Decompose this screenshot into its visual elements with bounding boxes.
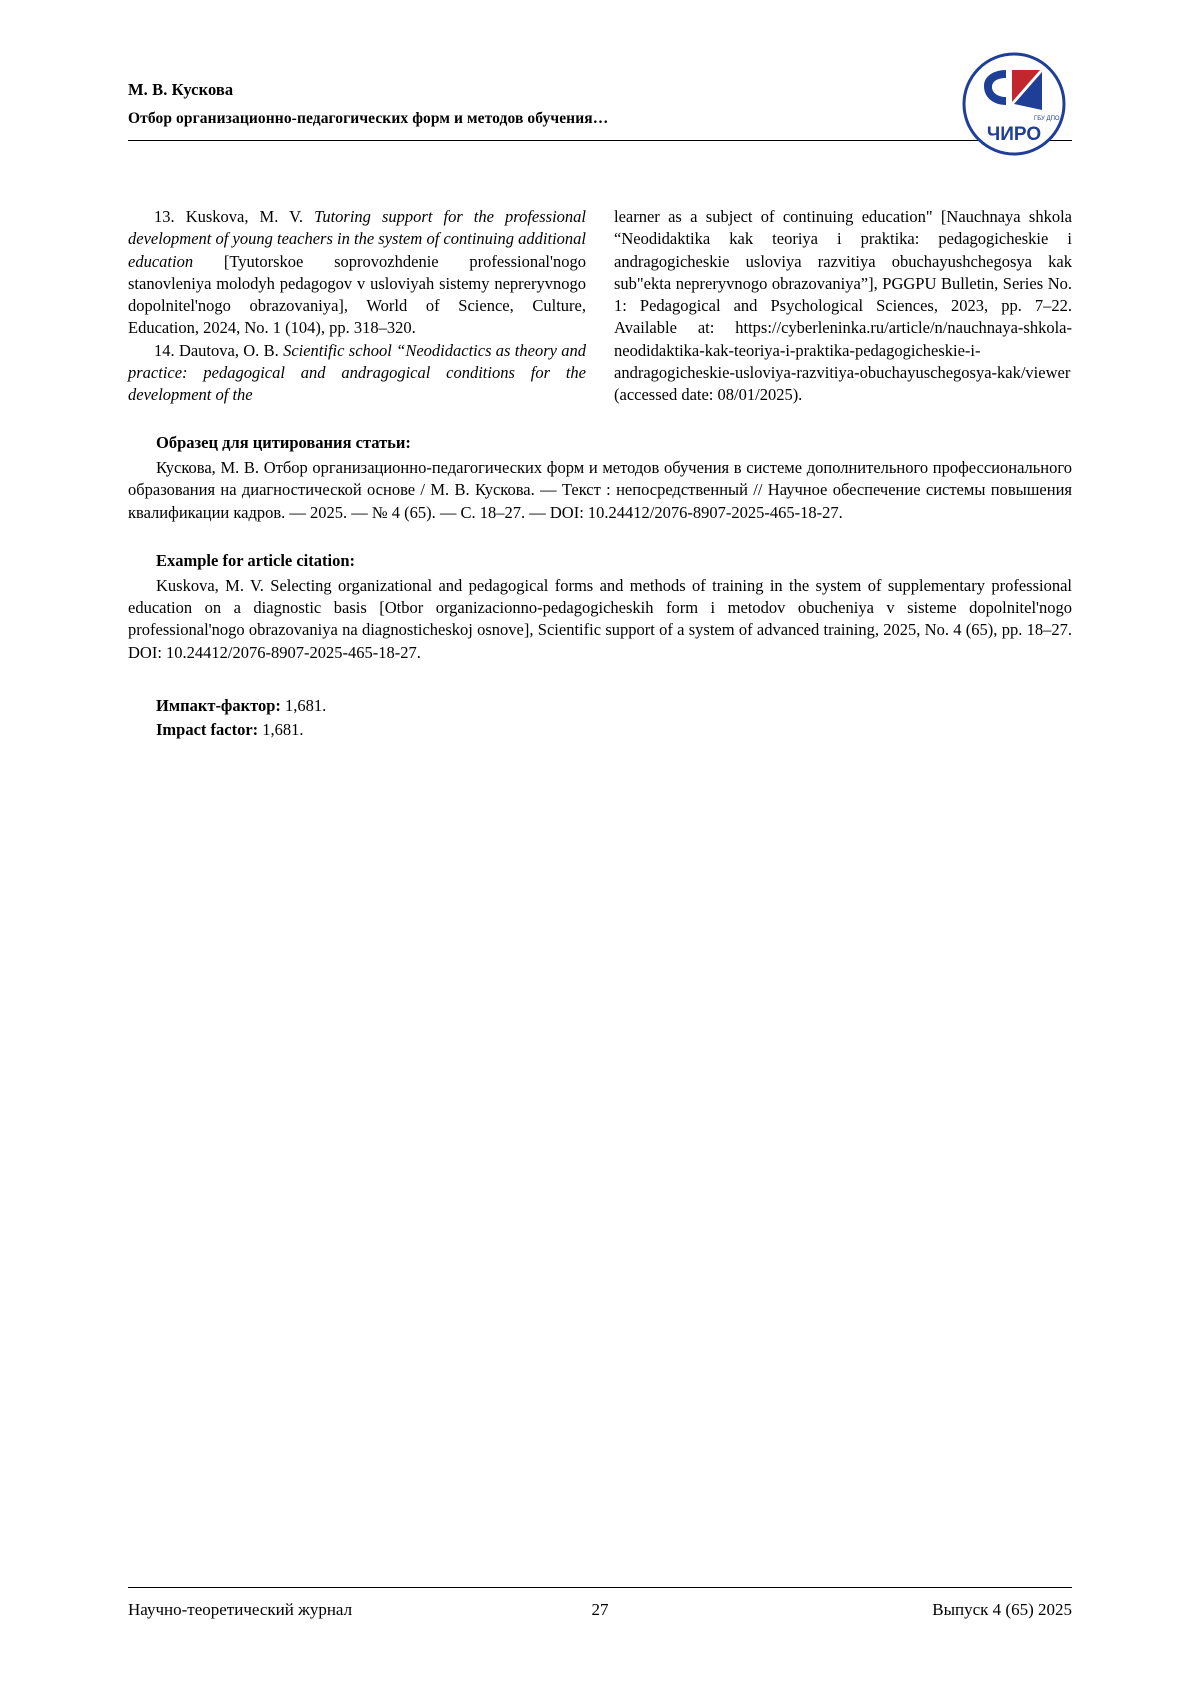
page-header [128,0,1072,170]
reference-item-14 [128,340,586,407]
logo-subtext: ГБУ ДПО [1034,116,1060,122]
reference-14-continuation [614,206,1072,406]
citation-ru-title: Образец для цитирования статьи: [156,433,411,453]
citation-en-title: Example for article citation: [156,551,356,571]
impact-factor-en-value: 1,681. [262,720,304,740]
impact-factor-ru [128,694,1072,718]
references-left-column [128,206,586,406]
reference-14-continuation-text: learner as a subject of continuing education" [Nauchnaya shkola “Neodidaktika kak teoriya i praktika: pedagogicheskie i andragogicheskie usloviya razvitiya obuchayushchegosya kak sub"ekta nepreryvnogo obrazovaniya”], PGGPU Bulletin, Series No. 1: Pedagogical and Psychological Sciences, 2023, pp. 7–22. Available at: https://cyberleninka.ru/article/n/nauchnaya-shkola-neodidaktika-kak-teoriya-i-praktika-pedagogicheskie-i-andragogicheskie-usloviya-razvitiya-obuchayuschegosya-kak/viewer (accessed date: 08/01/2025). [614,207,1072,405]
chiro-logo [956,52,1072,156]
footer-row [128,1600,1072,1620]
header-text-block [128,78,828,130]
impact-factor-en [128,718,1072,742]
impact-factor-en-label: Impact factor: [156,720,259,740]
header-divider [128,140,1072,141]
references-columns [128,206,1072,406]
footer-journal-name: Научно-теоретический журнал [128,1600,353,1619]
logo-text: ЧИРО [986,124,1042,145]
impact-factor-ru-value: 1,681. [285,696,327,716]
reference-13-rest: [Tyutorskoe soprovozhdenie professional'nogo stanovleniya molodyh pedagogov v usloviyah sistemy nepreryvnogo dopolnitel'nogo obrazovaniya], World of Science, Culture, Education, 2024, No. 1 (104), pp. 318–320. [128,251,586,338]
header-article-title: Отбор организационно-педагогических форм и методов обучения… [128,109,609,127]
reference-13-number: 13. [154,207,175,226]
footer-divider [128,1587,1072,1588]
reference-item-13 [128,206,586,340]
reference-13-author: Kuskova, M. V. [185,207,304,226]
reference-14-author: Dautova, O. B. [178,340,279,360]
reference-13-title: Tutoring support for the professional development of young teachers in the system of continuing additional education [128,207,586,271]
citation-en-block [128,550,1072,664]
reference-14-title: Scientific school “Neodidactics as theory and practice: pedagogical and andragogical conditions for the development of the [128,340,587,405]
citation-en-body: Kuskova, M. V. Selecting organizational and pedagogical forms and methods of training in the system of supplementary professional education on a diagnostic basis [Otbor organizacionno-pedagogicheskih form i metodov obucheniya v sisteme dopolnitel'nogo professional'nogo obrazovaniya na diagnosticheskoj osnove], Scientific support of a system of advanced training, 2025, No. 4 (65), pp. 18–27. DOI: 10.24412/2076-8907-2025-465-18-27. [128,575,1072,662]
citation-ru-body: Кускова, М. В. Отбор организационно-педагогических форм и методов обучения в системе дополнительного профессионального образования на диагностической основе / М. В. Кускова. — Текст : непосредственный // Научное обеспечение системы повышения квалификации кадров. — 2025. — № 4 (65). — С. 18–27. — DOI: 10.24412/2076-8907-2025-465-18-27. [128,457,1072,522]
footer-issue: Выпуск 4 (65) 2025 [932,1600,1072,1619]
reference-14-number: 14. [154,340,175,360]
page-footer [128,1587,1072,1620]
footer-page-number: 27 [591,1600,609,1619]
impact-factor-ru-label: Импакт-фактор: [156,696,281,716]
citation-ru-block [128,432,1072,524]
impact-factor-block [128,694,1072,742]
header-author: М. В. Кускова [128,80,234,99]
references-right-column [614,206,1072,406]
